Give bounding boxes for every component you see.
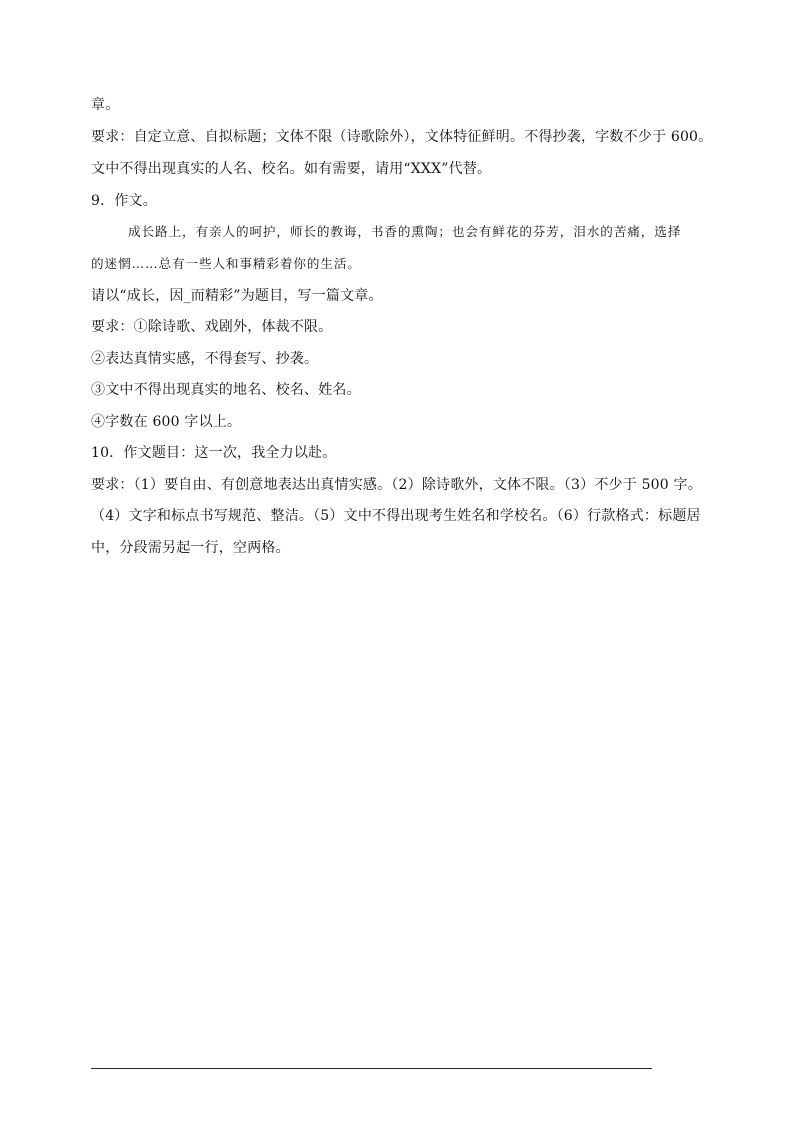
text-line-requirements-8a: 要求：自定立意、自拟标题；文体不限（诗歌除外），文体特征鲜明。不得抄袭，字数不少于 600。 xyxy=(91,129,713,145)
question-9-requirement-4: ④字数在 600 字以上。 xyxy=(91,414,242,430)
question-10-heading: 10．作文题目：这一次，我全力以赴。 xyxy=(91,445,337,461)
question-9-requirement-2: ②表达真情实感，不得套写、抄袭。 xyxy=(91,351,319,367)
text-line-continuation: 章。 xyxy=(91,97,120,113)
question-9-prompt-line-1: 成长路上，有亲人的呵护，师长的教诲，书香的熏陶；也会有鲜花的芬芳，泪水的苦痛，选择 xyxy=(128,224,682,239)
question-10-requirements-line-2: （4）文字和标点书写规范、整洁。（5）文中不得出现考生姓名和学校名。（6）行款格式：标题居 xyxy=(91,508,701,524)
question-10-requirements-line-3: 中，分段需另起一行，空两格。 xyxy=(91,540,290,556)
question-9-heading: 9．作文。 xyxy=(91,193,157,209)
question-9-prompt-line-2: 的迷惘……总有一些人和事精彩着你的生活。 xyxy=(91,256,361,271)
question-9-requirement-1: 要求：①除诗歌、戏剧外，体裁不限。 xyxy=(91,319,333,335)
question-9-requirement-3: ③文中不得出现真实的地名、校名、姓名。 xyxy=(91,382,361,398)
question-9-title-instruction: 请以“成长，因_而精彩”为题目，写一篇文章。 xyxy=(91,288,383,304)
footer-divider xyxy=(91,1068,652,1069)
question-10-requirements-line-1: 要求：（1）要自由、有创意地表达出真情实感。（2）除诗歌外，文体不限。（3）不少于 500 字。 xyxy=(91,477,702,493)
text-line-requirements-8b: 文中不得出现真实的人名、校名。如有需要，请用“XXX”代替。 xyxy=(91,161,492,177)
